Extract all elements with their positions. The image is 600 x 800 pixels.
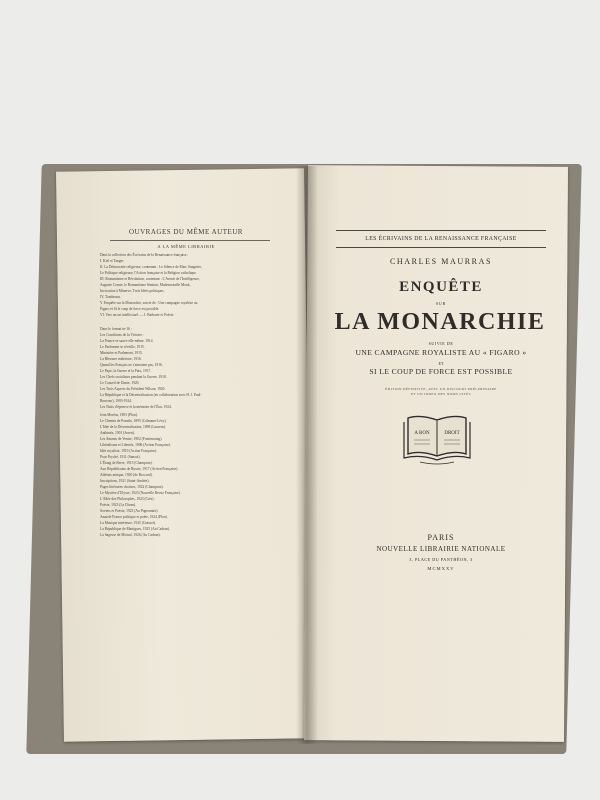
works-list-line: Libéralisme et Libertés, 1906 (Action Française). <box>100 443 171 447</box>
book-gutter <box>296 166 318 744</box>
works-list-line: Pour Psyché, 1911 (Sansot). <box>100 455 141 459</box>
author-name: CHARLES MAURRAS <box>389 257 492 266</box>
works-list-line: Dans le format in-16 : <box>100 327 132 331</box>
works-list-line: Dans la collection des Écrivains de la Renaissance française : <box>100 253 189 257</box>
works-list-line: La République et la Décentralisation (en collaboration avec H. J. Paul- <box>100 393 202 397</box>
emblem-text-right: DROIT <box>444 431 460 436</box>
suivie-de-label: SUIVIE DE <box>428 341 454 346</box>
works-list-line: Invocation à Minerve, Trois Idées politiques. <box>100 289 165 293</box>
series-rule-bottom <box>336 247 546 248</box>
works-list-line: Soviets et Poésie, 1923 (Au Pigeonnier). <box>100 509 159 513</box>
works-list-line: Quand les Français ne s'aimaient pas, 1916. <box>100 363 163 367</box>
works-list-line: I. Kiel et Tanger. <box>100 259 125 263</box>
publication-year: MCMXXV <box>427 566 455 571</box>
works-list-line: Le Politique religieuse, l'Action française et la Religion catholique. <box>100 271 197 275</box>
title-connector-sur: SUR <box>435 301 447 306</box>
works-list-line: Figaro et Si le coup de force est possible. <box>100 307 160 311</box>
works-list-line: Le Chemin de Paradis, 1895 (Calmann-Lévy). <box>100 419 167 423</box>
works-list-line: Les Conditions de la Victoire : <box>100 333 144 337</box>
publisher-name: NOUVELLE LIBRAIRIE NATIONALE <box>376 545 506 553</box>
publication-city: PARIS <box>427 533 455 542</box>
works-list-line: Le Parlement se réveille, 1915. <box>100 345 145 349</box>
works-list-line: Anatole France politique et poète, 1924 (Plon). <box>100 515 168 519</box>
works-list-line: L'Allée des Philosophes, 1923 (Crès). <box>100 497 155 501</box>
publisher-emblem-icon <box>400 410 474 468</box>
works-list-line: La France se sauve elle-même, 1914. <box>100 339 154 343</box>
works-list-line: Aux Républicains de Russie, 1917 (Action Française). <box>100 467 179 471</box>
works-list-line: Les Chefs socialistes pendant la Guerre, 1918. <box>100 375 167 379</box>
works-list-in16 <box>100 326 280 410</box>
works-list-line: Idée royaliste, 1910 (Action Française). <box>100 449 158 453</box>
works-list-line: La République de Martigues, 1925 (Au Cadran). <box>100 527 170 531</box>
works-list-line: Jean Moréas, 1891 (Plon). <box>100 413 138 417</box>
works-list-line: V. Enquête sur la Monarchie, suivie de : Une campagne royaliste au <box>100 301 198 305</box>
works-list-line: L'Étang de Berre, 1915 (Champion). <box>100 461 153 465</box>
book-title-line1: ENQUÊTE <box>399 279 483 295</box>
works-list-line: Les Trois Aspects du Président Wilson, 1920. <box>100 387 166 391</box>
works-list-line: Ministère et Parlement, 1915. <box>100 351 143 355</box>
edition-note <box>336 387 546 397</box>
edition-note-line2: ET UN INDEX DES NOMS CITÉS <box>411 392 471 396</box>
title-connector-et: ET <box>438 361 444 366</box>
publisher-address: 3, PLACE DU PANTHÉON, 3 <box>409 557 473 562</box>
same-publisher-heading: A LA MÊME LIBRAIRIE <box>157 244 215 249</box>
works-list-line: L'Idée de la Décentralisation, 1898 (Laurens). <box>100 425 167 429</box>
works-list-line: Les Nuits d'épreuve et la mémoire de l'État, 1924. <box>100 405 172 409</box>
subtitle-campagne: UNE CAMPAGNE ROYALISTE AU « FIGARO » <box>355 348 527 357</box>
works-list-line: Le Mystère d'Ulysse, 1923 (Nouvelle Revue Française). <box>100 491 181 495</box>
works-list-line: Anthinéa, 1901 (Juven). <box>100 431 135 435</box>
works-list-line: Poésie, 1923 (Le Divan). <box>100 503 137 507</box>
works-list-line: La Musique intérieure, 1925 (Grasset). <box>100 521 156 525</box>
works-list-line: Le Pape, la Guerre et la Paix, 1917. <box>100 369 152 373</box>
other-works-title: OUVRAGES DU MÊME AUTEUR <box>129 228 243 236</box>
works-list-line: II. La Démocratie religieuse, contenant : Le Silence de Marc Sangnier, <box>100 265 202 269</box>
works-list-line: III. Romantisme et Révolution, contenant : L'Avenir de l'Intelligence, <box>100 277 200 281</box>
subtitle-coup-de-force: SI LE COUP DE FORCE EST POSSIBLE <box>369 367 513 376</box>
works-list-other <box>100 412 280 538</box>
works-list-line: La Sagesse de Mistral, 1926 (Au Cadran). <box>100 533 161 537</box>
works-list-line: Pages littéraires choisies, 1922 (Champion). <box>100 485 164 489</box>
works-list-line: La Blessure intérieure, 1916. <box>100 357 142 361</box>
left-divider <box>110 240 270 241</box>
emblem-text-left: A BON <box>414 431 430 436</box>
series-rule-top <box>336 230 546 231</box>
edition-note-line1: ÉDITION DÉFINITIVE, AVEC UN DISCOURS PRÉLIMINAIRE <box>385 387 497 391</box>
series-title: LES ÉCRIVAINS DE LA RENAISSANCE FRANÇAISE <box>365 236 517 242</box>
works-list-line: Le Conseil de Dante, 1920. <box>100 381 140 385</box>
works-list-collection <box>100 252 280 318</box>
works-list-line: Boncour), 1903-1924. <box>100 399 132 403</box>
works-list-line: Auguste Comte, le Romantisme féminin, Mademoiselle Monk, <box>100 283 191 287</box>
works-list-line: IV. Tombeaux. <box>100 295 122 299</box>
works-list-line: VI. Vers un art intellectuel. — I. Barbarie et Poésie. <box>100 313 175 317</box>
works-list-line: Les Amants de Venise, 1902 (Fontemoing). <box>100 437 163 441</box>
book-title-line2: LA MONARCHIE <box>334 309 546 335</box>
works-list-line: Inscriptions, 1921 (Saint-Andrée). <box>100 479 150 483</box>
works-list-line: Athènes antique, 1920 (de Boccard). <box>100 473 153 477</box>
